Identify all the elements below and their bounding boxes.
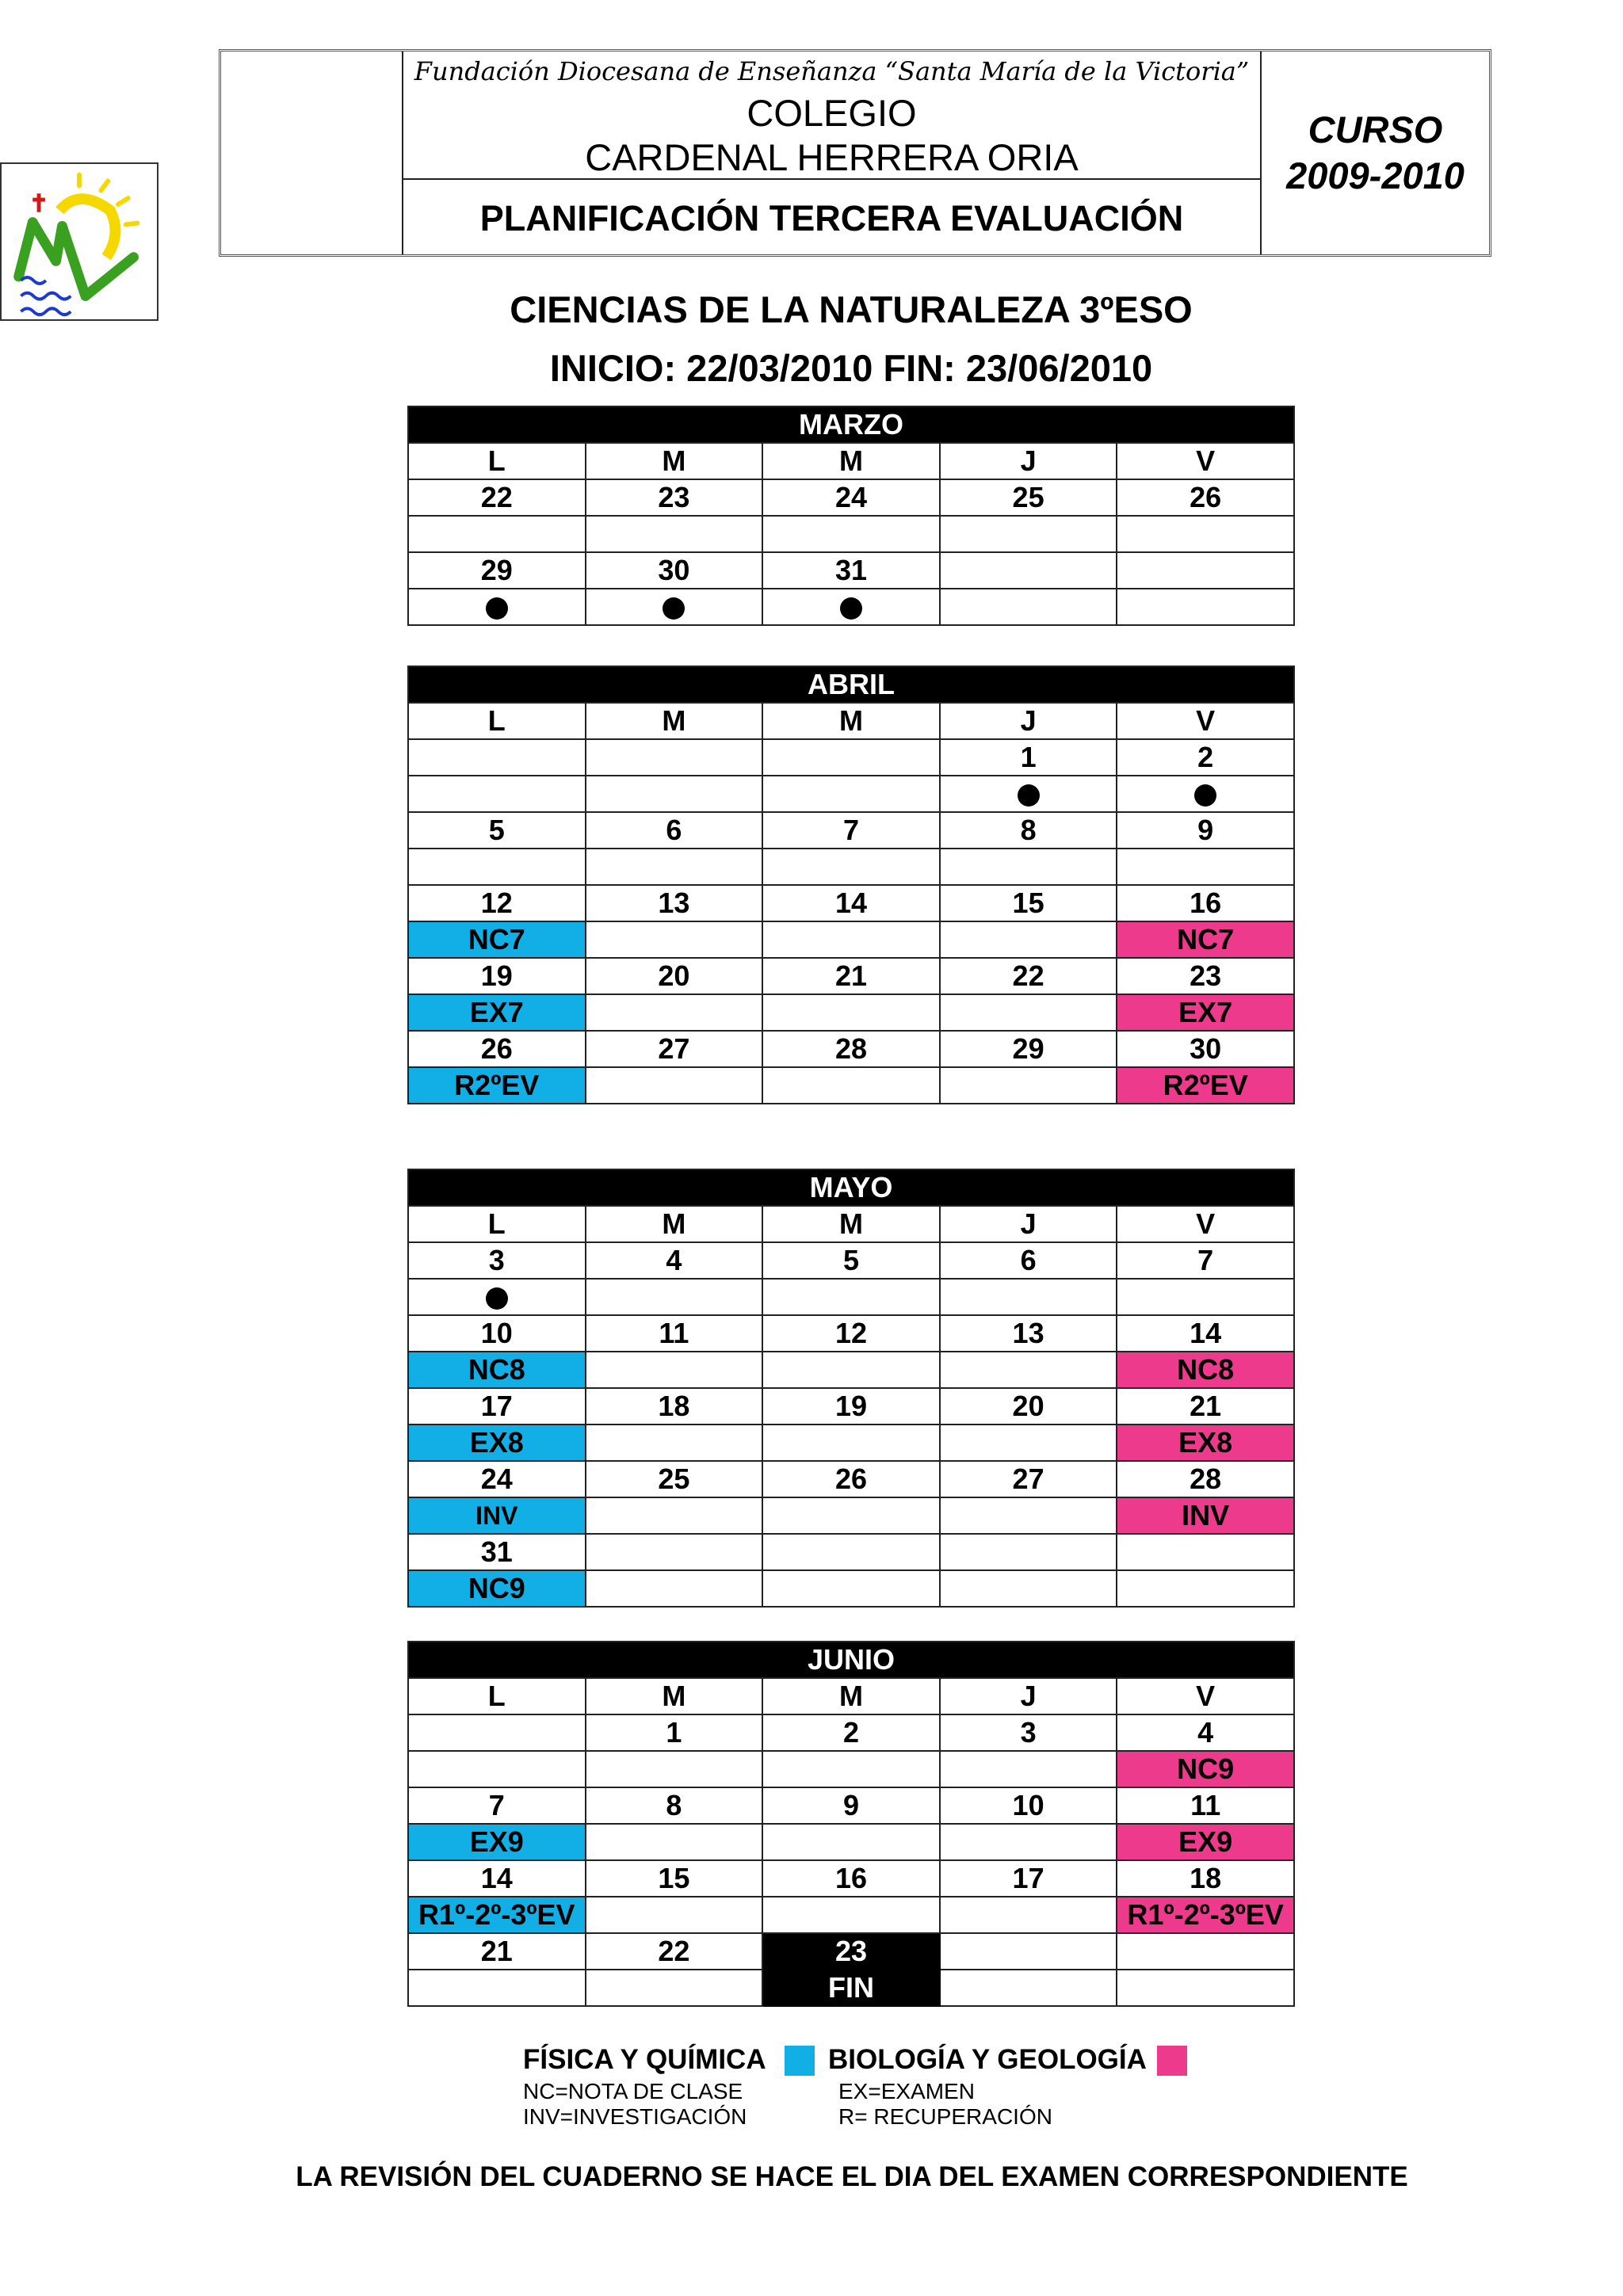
holiday-dot-icon [1194,784,1216,807]
day-number: 23 [762,1933,940,1970]
day-number: 27 [940,1461,1117,1497]
empty-cell [940,1497,1117,1534]
holiday-dot-cell [762,589,940,625]
empty-cell [1117,1534,1294,1570]
empty-cell [940,552,1117,589]
day-number: 12 [408,885,586,921]
empty-cell [762,1279,940,1315]
day-number: 31 [762,552,940,589]
empty-cell [408,1970,586,2006]
day-number: 3 [940,1714,1117,1751]
holiday-dot-icon [840,597,862,620]
empty-cell [408,776,586,812]
event-cell: NC8 [1117,1352,1294,1388]
calendar-row [408,885,1294,921]
empty-cell [762,1425,940,1461]
holiday-dot-icon [663,597,685,620]
empty-cell [762,1534,940,1570]
day-number: 18 [586,1388,763,1425]
month-name: MAYO [408,1169,1294,1206]
day-number: 22 [586,1933,763,1970]
calendar-row [408,1970,1294,2006]
school-name [403,91,1260,180]
empty-cell [940,1970,1117,2006]
day-number: 14 [762,885,940,921]
day-number: 25 [586,1461,763,1497]
calendar-row [408,1461,1294,1497]
event-cell: NC9 [408,1570,586,1607]
header-divider [403,178,1260,180]
weekday-header: L [408,1678,586,1714]
weekday-header: V [1117,1678,1294,1714]
calendar-row [408,1242,1294,1279]
empty-cell [940,1067,1117,1104]
day-number: 26 [408,1031,586,1067]
legend-ex: EX=EXAMEN [838,2079,975,2103]
calendar-row [408,1352,1294,1388]
weekday-header: J [940,443,1117,479]
day-number: 26 [1117,479,1294,516]
legend [523,2044,1316,2081]
legend-nc: NC=NOTA DE CLASE [523,2079,743,2103]
calendar-row [408,516,1294,552]
calendar-row [408,958,1294,994]
weekday-header: M [586,443,763,479]
legend-fisica-quimica: FÍSICA Y QUÍMICA [523,2044,766,2075]
day-number: 8 [940,812,1117,849]
empty-cell [940,1751,1117,1787]
calendar-row [408,479,1294,516]
empty-cell [940,849,1117,885]
legend-r: R= RECUPERACIÓN [838,2104,1052,2129]
empty-cell [586,1425,763,1461]
holiday-dot-icon [1018,784,1040,807]
event-cell: EX8 [408,1425,586,1461]
day-number: 21 [762,958,940,994]
day-number: 29 [408,552,586,589]
empty-cell [762,1570,940,1607]
empty-cell [762,1352,940,1388]
empty-cell [586,739,763,776]
empty-cell [586,921,763,958]
empty-cell [940,1425,1117,1461]
empty-cell [408,1714,586,1751]
calendar-row [408,921,1294,958]
weekday-header: J [940,1678,1117,1714]
day-number: 11 [1117,1787,1294,1824]
empty-cell [940,1933,1117,1970]
planning-title: PLANIFICACIÓN TERCERA EVALUACIÓN [479,198,1184,238]
weekday-header: V [1117,1206,1294,1242]
calendar-row [408,1933,1294,1970]
event-cell: FIN [762,1970,940,2006]
day-number: 30 [1117,1031,1294,1067]
empty-cell [940,1570,1117,1607]
day-number: 16 [762,1860,940,1897]
day-number: 20 [940,1388,1117,1425]
day-number: 7 [762,812,940,849]
day-number: 11 [586,1315,763,1352]
event-cell: INV [1117,1497,1294,1534]
weekday-header: L [408,443,586,479]
day-number: 28 [1117,1461,1294,1497]
weekday-header: M [762,703,940,739]
empty-cell [586,1067,763,1104]
calendar-row [408,1279,1294,1315]
day-number: 21 [408,1933,586,1970]
day-number: 18 [1117,1860,1294,1897]
weekday-header: L [408,1206,586,1242]
calendar-row [408,1897,1294,1933]
school-logo [0,162,158,321]
empty-cell [940,1352,1117,1388]
calendar-row [408,1425,1294,1461]
empty-cell [586,1279,763,1315]
empty-cell [762,849,940,885]
calendar-row [408,1787,1294,1824]
event-cell: EX9 [1117,1824,1294,1860]
calendar-row [408,849,1294,885]
day-number: 1 [940,739,1117,776]
date-range-title: INICIO: 22/03/2010 FIN: 23/06/2010 [549,347,1153,389]
day-number: 20 [586,958,763,994]
calendar-row [408,552,1294,589]
day-number: 23 [586,479,763,516]
day-number: 22 [940,958,1117,994]
event-cell: R2ºEV [1117,1067,1294,1104]
document-header [219,49,1491,257]
empty-cell [762,1751,940,1787]
subject-title: CIENCIAS DE LA NATURALEZA 3ºESO [510,288,1193,330]
calendar-row [408,1388,1294,1425]
empty-cell [408,1751,586,1787]
day-number: 15 [940,885,1117,921]
month-name: MARZO [408,406,1294,443]
event-cell: EX7 [1117,994,1294,1031]
day-number: 6 [586,812,763,849]
school-name-line2: CARDENAL HERRERA ORIA [585,136,1079,178]
calendar-row [408,1570,1294,1607]
month-name: JUNIO [408,1642,1294,1678]
day-number: 7 [1117,1242,1294,1279]
day-number: 13 [586,885,763,921]
legend-biologia-geologia: BIOLOGÍA Y GEOLOGÍA [828,2044,1147,2075]
empty-cell [586,1751,763,1787]
day-number: 16 [1117,885,1294,921]
month-table-2 [407,1169,1295,1608]
day-number: 14 [1117,1315,1294,1352]
weekday-header: V [1117,703,1294,739]
course-years: 2009-2010 [1286,154,1465,196]
empty-cell [762,994,940,1031]
day-number: 10 [940,1787,1117,1824]
calendar-row [408,739,1294,776]
empty-cell [940,1824,1117,1860]
empty-cell [1117,516,1294,552]
weekday-header: M [762,1206,940,1242]
empty-cell [1117,1933,1294,1970]
weekday-header: M [586,1678,763,1714]
school-logo-graphic [2,164,157,319]
weekday-header: J [940,703,1117,739]
empty-cell [586,1824,763,1860]
holiday-dot-cell [1117,776,1294,812]
empty-cell [586,1897,763,1933]
day-number: 9 [762,1787,940,1824]
empty-cell [586,1497,763,1534]
empty-cell [762,516,940,552]
empty-cell [1117,1970,1294,2006]
event-cell: NC7 [1117,921,1294,958]
month-table-0 [407,406,1295,626]
course-label: CURSO [1308,109,1443,151]
empty-cell [586,849,763,885]
weekday-header: M [762,1678,940,1714]
holiday-dot-icon [486,1287,508,1310]
day-number: 3 [408,1242,586,1279]
empty-cell [408,849,586,885]
day-number: 24 [408,1461,586,1497]
calendar-row [408,1067,1294,1104]
day-number: 12 [762,1315,940,1352]
day-number: 22 [408,479,586,516]
calendar-row [408,589,1294,625]
empty-cell [586,1534,763,1570]
event-cell: EX8 [1117,1425,1294,1461]
day-number: 17 [408,1388,586,1425]
day-number: 28 [762,1031,940,1067]
empty-cell [586,1570,763,1607]
course-year [1262,51,1489,254]
day-number: 2 [1117,739,1294,776]
foundation-name: Fundación Diocesana de Enseñanza “Santa María de la Victoria” [414,56,1250,86]
header-center [403,51,1262,254]
weekday-header: M [586,1206,763,1242]
day-number: 26 [762,1461,940,1497]
weekday-header: J [940,1206,1117,1242]
day-number: 10 [408,1315,586,1352]
legend-inv: INV=INVESTIGACIÓN [523,2104,747,2129]
day-number: 31 [408,1534,586,1570]
empty-cell [762,1897,940,1933]
day-number: 6 [940,1242,1117,1279]
event-cell: R1º-2º-3ºEV [408,1897,586,1933]
calendar-row [408,1860,1294,1897]
empty-cell [586,994,763,1031]
empty-cell [940,1897,1117,1933]
event-cell: R1º-2º-3ºEV [1117,1897,1294,1933]
empty-cell [586,516,763,552]
empty-cell [408,739,586,776]
day-number: 14 [408,1860,586,1897]
empty-cell [1117,552,1294,589]
calendar-row [408,1824,1294,1860]
empty-cell [1117,1570,1294,1607]
day-number: 2 [762,1714,940,1751]
weekday-header: M [586,703,763,739]
day-number: 23 [1117,958,1294,994]
month-name: ABRIL [408,666,1294,703]
month-table-1 [407,666,1295,1104]
calendar-row [408,994,1294,1031]
day-number: 13 [940,1315,1117,1352]
month-table-3 [407,1641,1295,2007]
empty-cell [762,1067,940,1104]
day-number: 4 [586,1242,763,1279]
event-cell: NC9 [1117,1751,1294,1787]
calendar-row [408,776,1294,812]
day-number: 25 [940,479,1117,516]
day-number: 7 [408,1787,586,1824]
calendar-row [408,1497,1294,1534]
empty-cell [1117,589,1294,625]
empty-cell [762,776,940,812]
day-number: 1 [586,1714,763,1751]
empty-cell [762,1497,940,1534]
day-number: 24 [762,479,940,516]
empty-cell [762,1824,940,1860]
empty-cell [586,1970,763,2006]
event-cell: NC8 [408,1352,586,1388]
day-number: 19 [762,1388,940,1425]
weekday-header: V [1117,443,1294,479]
holiday-dot-cell [940,776,1117,812]
header-blank-cell [221,51,403,254]
empty-cell [940,994,1117,1031]
empty-cell [940,1279,1117,1315]
empty-cell [408,516,586,552]
calendar-row [408,1534,1294,1570]
calendar-row [408,1315,1294,1352]
event-cell: EX9 [408,1824,586,1860]
event-cell: NC7 [408,921,586,958]
day-number: 15 [586,1860,763,1897]
empty-cell [586,1352,763,1388]
holiday-dot-icon [486,597,508,620]
day-number: 5 [762,1242,940,1279]
day-number: 17 [940,1860,1117,1897]
event-cell: INV [408,1497,586,1534]
holiday-dot-cell [408,1279,586,1315]
empty-cell [762,921,940,958]
holiday-dot-cell [408,589,586,625]
weekday-header: L [408,703,586,739]
legend-pink-swatch [1157,2046,1187,2076]
day-number: 19 [408,958,586,994]
empty-cell [940,921,1117,958]
day-number: 21 [1117,1388,1294,1425]
event-cell: EX7 [408,994,586,1031]
day-number: 8 [586,1787,763,1824]
calendar-row [408,812,1294,849]
empty-cell [1117,1279,1294,1315]
empty-cell [940,1534,1117,1570]
day-number: 4 [1117,1714,1294,1751]
calendar-row [408,1031,1294,1067]
legend-blue-swatch [785,2046,815,2076]
day-number: 30 [586,552,763,589]
empty-cell [940,589,1117,625]
day-number: 29 [940,1031,1117,1067]
holiday-dot-cell [586,589,763,625]
day-number: 9 [1117,812,1294,849]
event-cell: R2ºEV [408,1067,586,1104]
school-name-line1: COLEGIO [747,92,917,134]
day-number: 5 [408,812,586,849]
empty-cell [1117,849,1294,885]
calendar-row [408,1751,1294,1787]
weekday-header: M [762,443,940,479]
footer-note: LA REVISIÓN DEL CUADERNO SE HACE EL DIA DEL EXAMEN CORRESPONDIENTE [296,2161,1408,2192]
calendar-row [408,1714,1294,1751]
empty-cell [586,776,763,812]
empty-cell [762,739,940,776]
day-number: 27 [586,1031,763,1067]
empty-cell [940,516,1117,552]
